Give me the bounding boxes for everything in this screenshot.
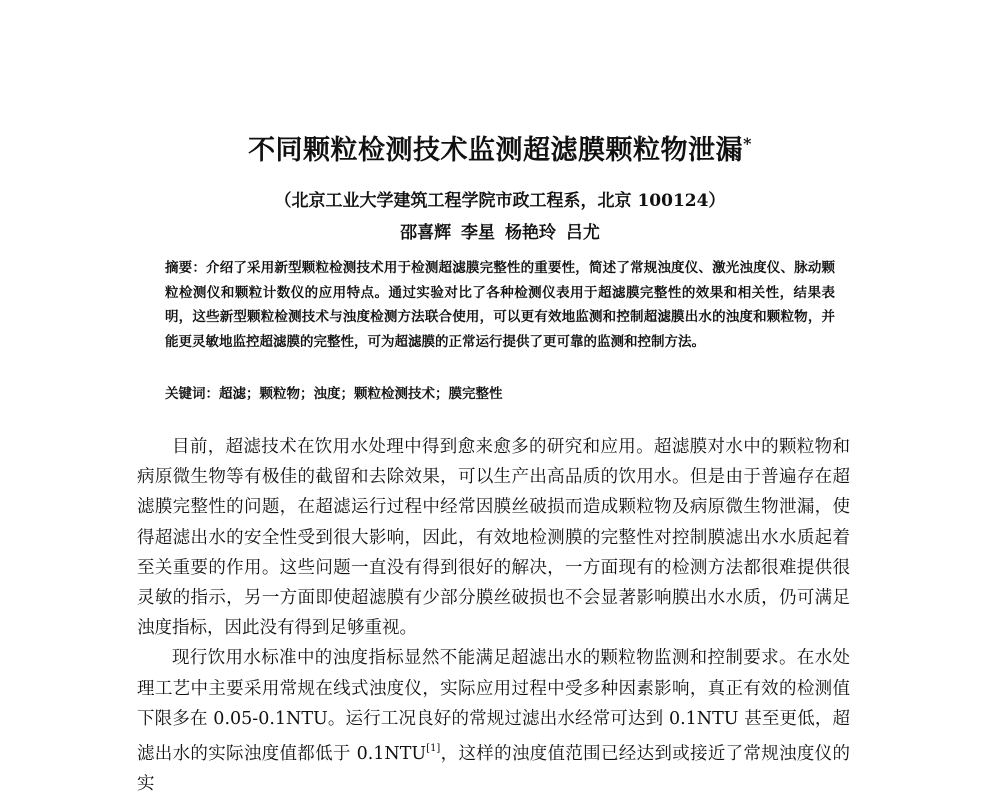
paragraph-2-continuation: ，这样的浊度值范围已经达到或接近了常规浊度仪的实: [137, 744, 850, 795]
citation-reference: [1]: [426, 743, 441, 755]
keywords-label: 关键词：: [165, 386, 219, 402]
paragraph-2-text: 现行饮用水标准中的浊度指标显然不能满足超滤出水的颗粒物监测和控制要求。在水处理工艺中主要采用常规在线式浊度仪，实际应用过程中受多种因素影响，真正有效的检测值下限多在 0.05-0.1NTU。运行工况良好的常规过滤出水经常可达到 0.1NTU 甚至更低，超滤出水的实际浊度值都低于 0.1NTU: [137, 648, 850, 765]
title-footnote-marker: *: [743, 134, 752, 153]
abstract-text: 介绍了采用新型颗粒检测技术用于检测超滤膜完整性的重要性，简述了常规浊度仪、激光浊度仪、脉动颗粒检测仪和颗粒计数仪的应用特点。通过实验对比了各种检测仪表用于超滤膜完整性的效果和相关性，结果表明，这些新型颗粒检测技术与浊度检测方法联合使用，可以更有效地监测和控制超滤膜出水的浊度和颗粒物，并能更灵敏地监控超滤膜的完整性，可为超滤膜的正常运行提供了更可靠的监测和控制方法。: [165, 260, 835, 350]
body-text: [137, 432, 850, 799]
keywords: [165, 382, 835, 402]
title-text: 不同颗粒检测技术监测超滤膜颗粒物泄漏: [248, 135, 744, 166]
keywords-text: 超滤；颗粒物；浊度；颗粒检测技术；膜完整性: [219, 386, 503, 402]
author-list: 邵喜辉 李星 杨艳玲 吕尤: [400, 223, 600, 243]
body-paragraph-2: [137, 643, 850, 799]
abstract: [165, 256, 835, 354]
affiliation: （北京工业大学建筑工程学院市政工程系，北京 100124）: [274, 191, 726, 211]
abstract-label: 摘要：: [165, 260, 207, 276]
body-paragraph-1: 目前，超滤技术在饮用水处理中得到愈来愈多的研究和应用。超滤膜对水中的颗粒物和病原微生物等有极佳的截留和去除效果，可以生产出高品质的饮用水。但是由于普遍存在超滤膜完整性的问题，在超滤运行过程中经常因膜丝破损而造成颗粒物及病原微生物泄漏，使得超滤出水的安全性受到很大影响，因此，有效地检测膜的完整性对控制膜滤出水水质起着至关重要的作用。这些问题一直没有得到很好的解决，一方面现有的检测方法都很难提供很灵敏的指示，另一方面即使超滤膜有少部分膜丝破损也不会显著影响膜出水水质，仍可满足浊度指标，因此没有得到足够重视。: [137, 437, 850, 639]
paper-title: [0, 128, 1000, 167]
